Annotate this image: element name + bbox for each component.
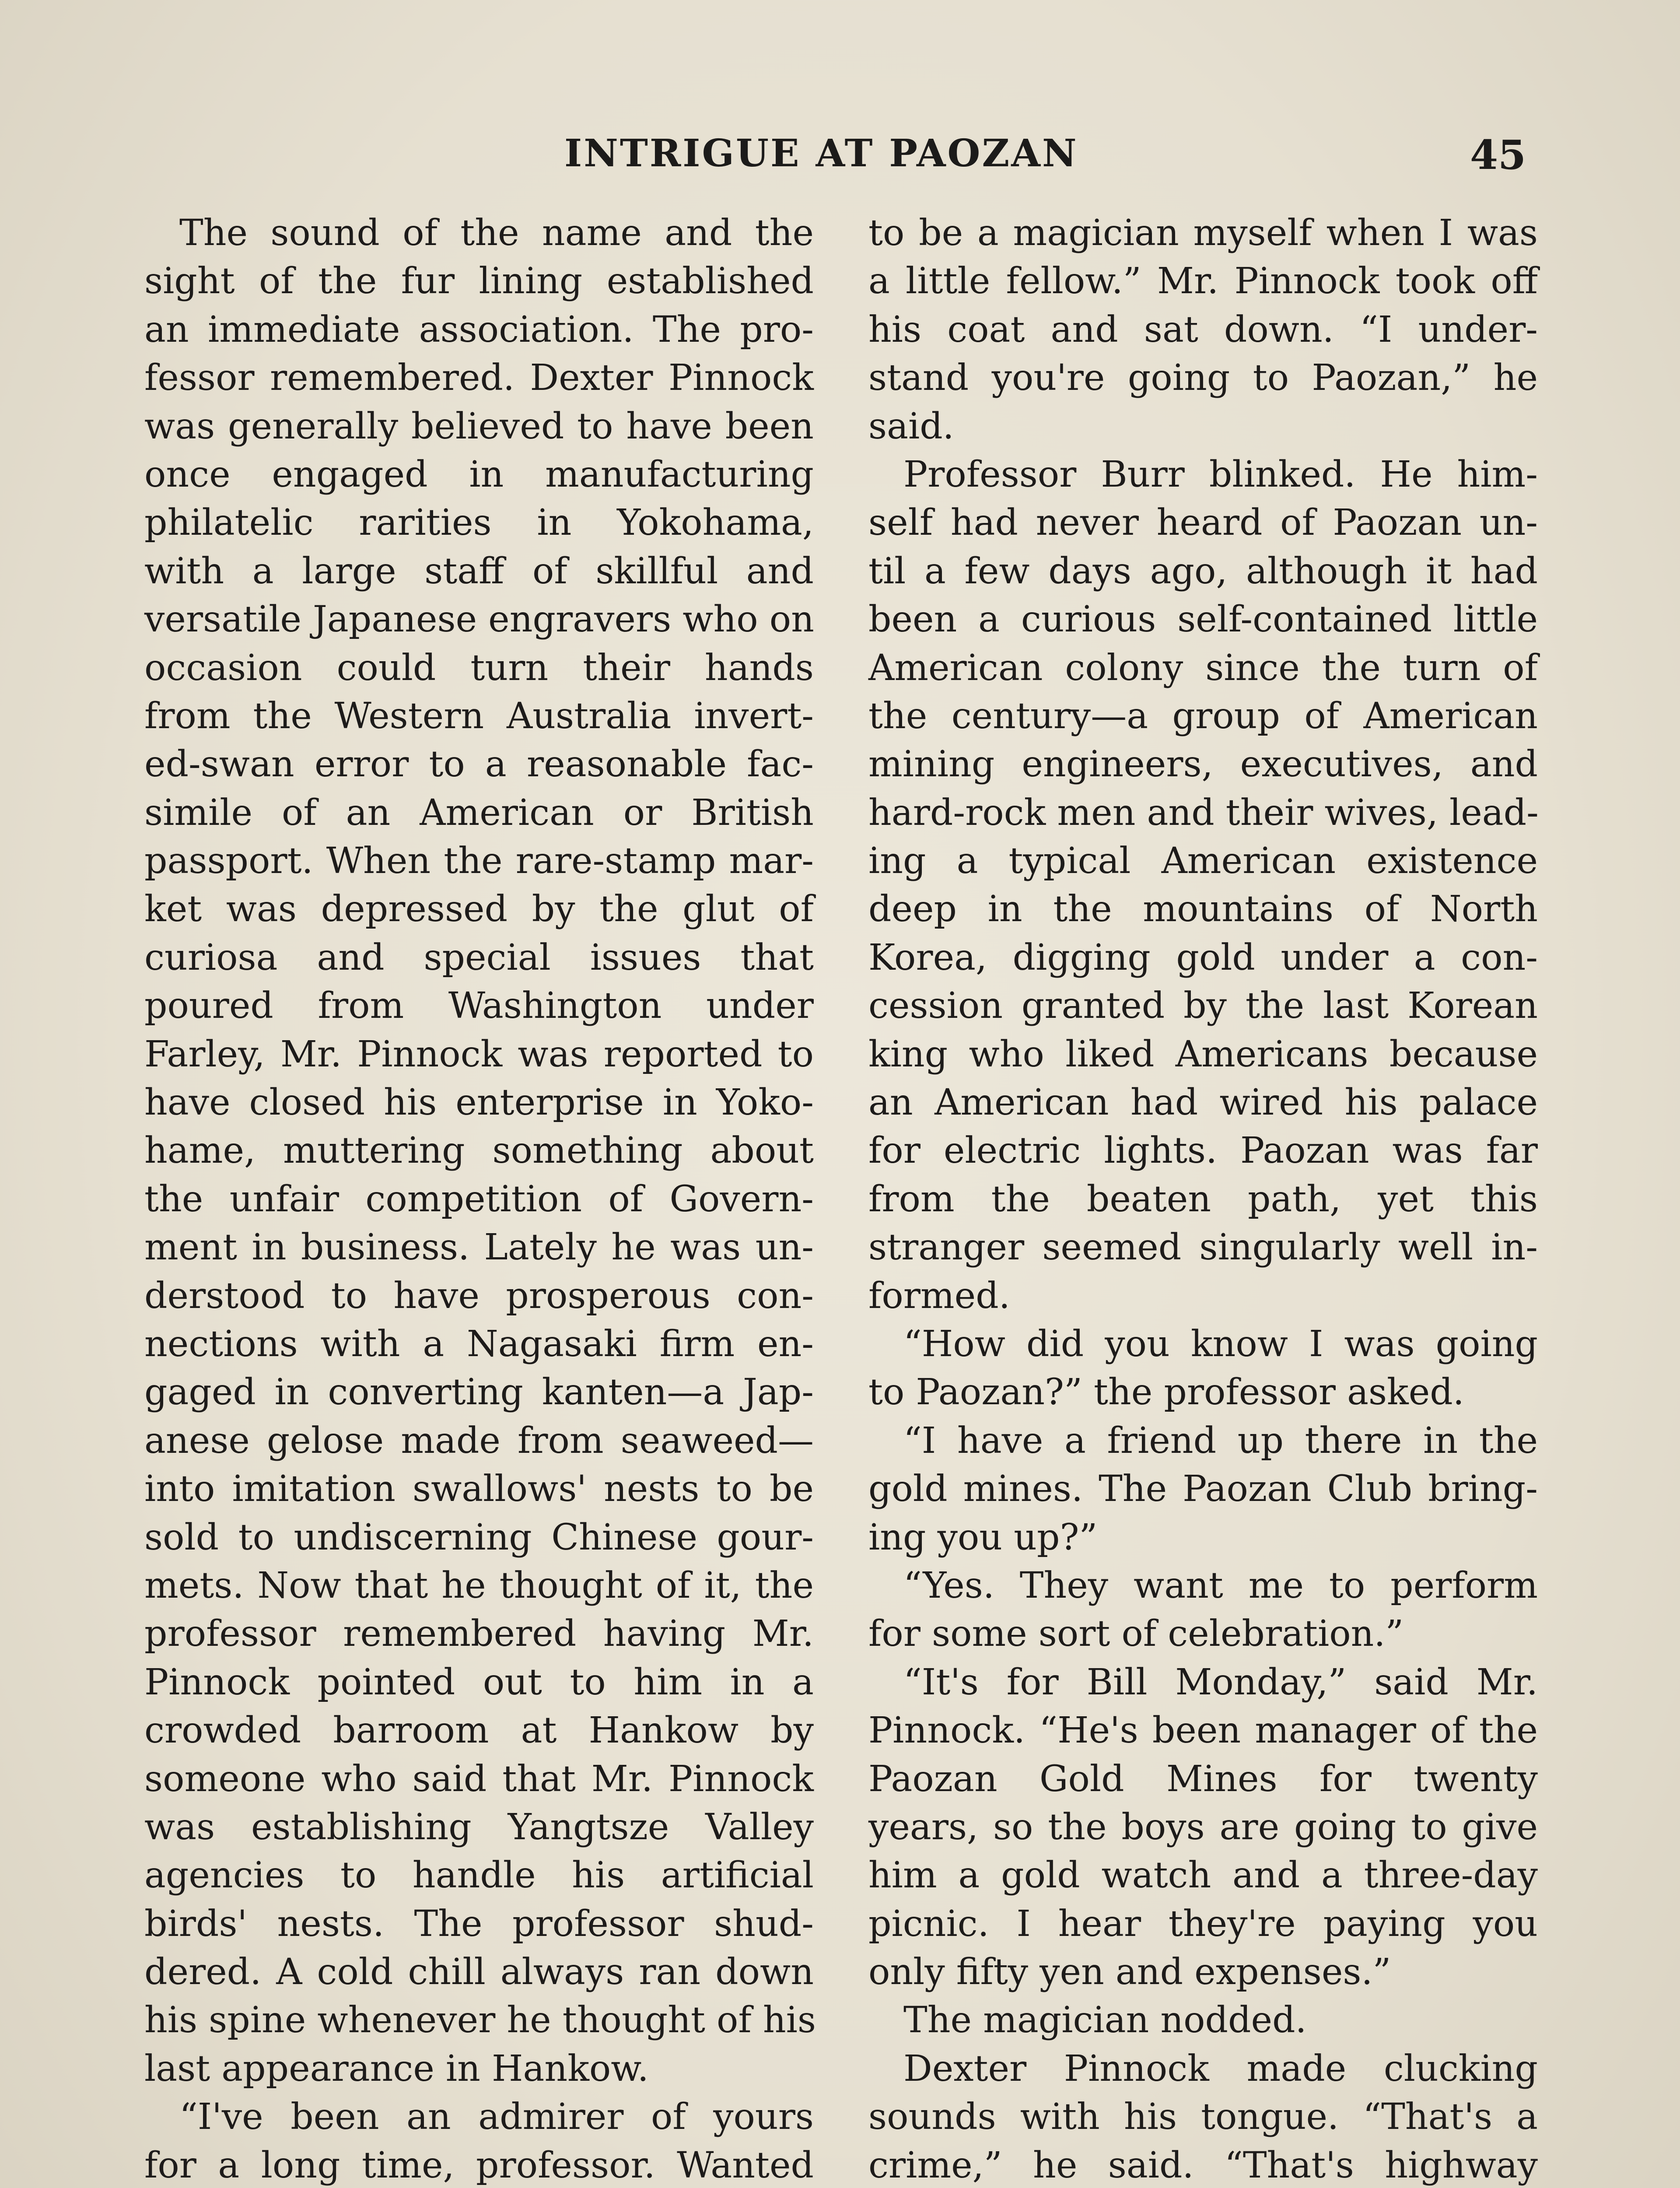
text-line: for a long time, professor. Wanted [144, 2144, 814, 2186]
text-line: his spine whenever he thought of his [144, 1999, 816, 2041]
text-line: picnic. I hear they're paying you [868, 1903, 1538, 1945]
text-line: dered. A cold chill always ran down [144, 1951, 814, 1993]
text-line: an American had wired his palace [868, 1082, 1538, 1124]
text-line: til a few days ago, although it had [868, 550, 1538, 592]
text-line: ment in business. Lately he was un- [144, 1227, 814, 1269]
text-line: hame, muttering something about [144, 1130, 814, 1172]
text-line: “How did you know I was going [903, 1323, 1538, 1365]
text-line: only fifty yen and expenses.” [868, 1951, 1391, 1993]
text-line: gold mines. The Paozan Club bring- [868, 1468, 1538, 1510]
text-line: occasion could turn their hands [144, 647, 814, 689]
right-text-column [868, 209, 1538, 2188]
text-line: sold to undiscerning Chinese gour- [144, 1516, 814, 1558]
text-line: self had never heard of Paozan un- [868, 502, 1538, 544]
text-line: fessor remembered. Dexter Pinnock [144, 357, 814, 399]
text-line: last appearance in Hankow. [144, 2048, 649, 2090]
text-line: said. [868, 405, 954, 447]
text-line: was establishing Yangtsze Valley [144, 1806, 814, 1848]
text-line: the century—a group of American [868, 695, 1538, 737]
text-line: have closed his enterprise in Yoko- [144, 1082, 814, 1124]
text-line: to be a magician myself when I was [868, 212, 1538, 254]
text-line: to Paozan?” the professor asked. [868, 1371, 1464, 1413]
text-line: versatile Japanese engravers who on [144, 599, 814, 641]
text-line: a little fellow.” Mr. Pinnock took off [868, 260, 1538, 302]
text-line: nections with a Nagasaki firm en- [144, 1323, 814, 1365]
text-line: agencies to handle his artificial [144, 1855, 814, 1897]
text-line: ket was depressed by the glut of [144, 888, 814, 930]
text-line: for electric lights. Paozan was far [868, 1130, 1538, 1172]
text-line: gaged in converting kanten—a Jap- [144, 1371, 814, 1413]
text-line: from the Western Australia invert- [144, 695, 814, 737]
text-line: an immediate association. The pro- [144, 309, 814, 351]
text-line: for some sort of celebration.” [868, 1613, 1404, 1655]
text-line: sight of the fur lining established [144, 260, 814, 302]
text-line: Pinnock. “He's been manager of the [868, 1710, 1538, 1752]
text-line: Professor Burr blinked. He him- [903, 453, 1538, 495]
text-line: into imitation swallows' nests to be [144, 1468, 814, 1510]
text-line: sounds with his tongue. “That's a [868, 2096, 1538, 2138]
text-line: “It's for Bill Monday,” said Mr. [903, 1661, 1538, 1703]
text-line: once engaged in manufacturing [144, 453, 814, 495]
text-line: king who liked Americans because [868, 1033, 1538, 1075]
text-line: birds' nests. The professor shud- [144, 1903, 814, 1945]
left-text-column [144, 209, 814, 2188]
text-line: formed. [868, 1275, 1010, 1317]
text-line: derstood to have prosperous con- [144, 1275, 814, 1317]
text-line: Pinnock pointed out to him in a [144, 1661, 814, 1703]
text-line: anese gelose made from seaweed— [144, 1420, 814, 1462]
text-line: mining engineers, executives, and [868, 743, 1538, 785]
text-line: Farley, Mr. Pinnock was reported to [144, 1033, 814, 1075]
text-line: “Yes. They want me to perform [903, 1564, 1538, 1606]
text-line: been a curious self-contained little [868, 599, 1538, 641]
text-line: ing a typical American existence [868, 840, 1538, 882]
text-line: with a large staff of skillful and [144, 550, 814, 592]
text-line: stranger seemed singularly well in- [868, 1227, 1538, 1269]
text-line: ed-swan error to a reasonable fac- [144, 743, 814, 785]
text-line: cession granted by the last Korean [868, 985, 1538, 1027]
text-line: curiosa and special issues that [144, 936, 814, 978]
text-line: hard-rock men and their wives, lead- [868, 792, 1539, 834]
text-line: the unfair competition of Govern- [144, 1178, 814, 1220]
text-line: someone who said that Mr. Pinnock [144, 1758, 814, 1800]
text-line: philatelic rarities in Yokohama, [144, 502, 814, 544]
text-line: years, so the boys are going to give [868, 1806, 1538, 1848]
text-line: crime,” he said. “That's highway [868, 2144, 1538, 2186]
text-line: professor remembered having Mr. [144, 1613, 814, 1655]
page-number: 45 [1470, 131, 1526, 179]
text-line: stand you're going to Paozan,” he [868, 357, 1538, 399]
text-line: poured from Washington under [144, 985, 814, 1027]
text-line: “I have a friend up there in the [903, 1420, 1538, 1462]
text-line: American colony since the turn of [868, 647, 1538, 689]
running-title: INTRIGUE AT PAOZAN [564, 131, 1078, 175]
text-line: The magician nodded. [903, 1999, 1307, 2041]
text-line: mets. Now that he thought of it, the [144, 1564, 814, 1606]
text-line: passport. When the rare-stamp mar- [144, 840, 814, 882]
text-line: Dexter Pinnock made clucking [903, 2048, 1538, 2090]
text-line: him a gold watch and a three-day [868, 1855, 1538, 1897]
text-line: crowded barroom at Hankow by [144, 1710, 814, 1752]
text-line: was generally believed to have been [144, 405, 814, 447]
text-line: from the beaten path, yet this [868, 1178, 1538, 1220]
text-line: Paozan Gold Mines for twenty [868, 1758, 1538, 1800]
text-line: Korea, digging gold under a con- [868, 936, 1538, 978]
text-line: simile of an American or British [144, 792, 814, 834]
text-line: his coat and sat down. “I under- [868, 309, 1538, 351]
text-line: The sound of the name and the [179, 212, 814, 254]
text-line: ing you up?” [868, 1516, 1098, 1558]
text-line: “I've been an admirer of yours [179, 2096, 814, 2138]
text-line: deep in the mountains of North [868, 888, 1538, 930]
